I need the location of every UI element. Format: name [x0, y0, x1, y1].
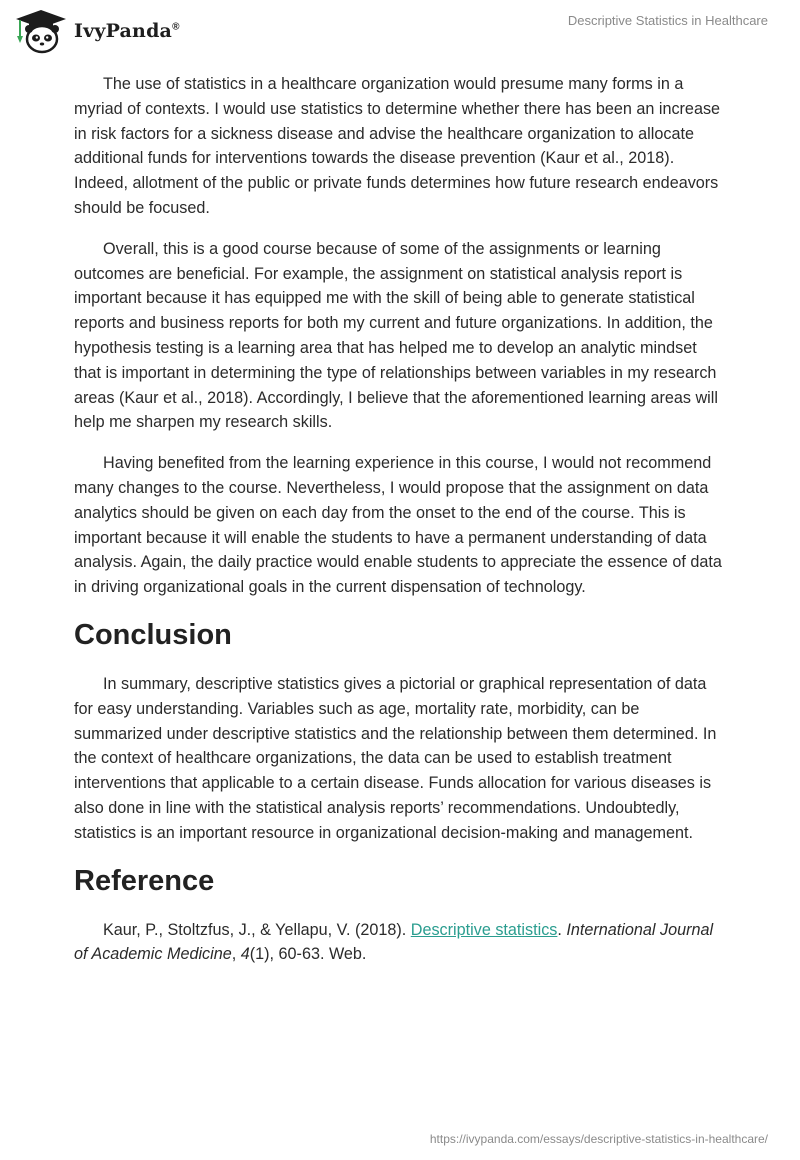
reference-authors: Kaur, P., Stoltzfus, J., & Yellapu, V. (2018).	[103, 920, 411, 939]
reference-separator: ,	[231, 945, 241, 964]
body-paragraph-3: Having benefited from the learning experience in this course, I would not recommend many changes to the course. Nevertheless, I would propose that the assignment on data analytics should be given on each day from the onset to the end of the course. This is important because it will enable the students to have a permanent understanding of data analysis. Again, the daily practice would enable students to appreciate the essence of data in driving organizational goals in the current dispensation of technology.	[74, 454, 722, 597]
brand-name: IvyPanda®	[74, 20, 180, 42]
page-header	[0, 0, 800, 60]
reference-volume: 4	[240, 945, 250, 964]
reference-journal: International Journal of Academic Medicine	[74, 920, 714, 964]
reference-after-link: .	[557, 920, 567, 939]
body-paragraph-2: Overall, this is a good course because of some of the assignments or learning outcomes are beneficial. For example, the assignment on statistical analysis report is important because it has equipped me with the skill of being able to generate statistical reports and business reports for both my current and future organizations. In addition, the hypothesis testing is a learning area that has helped me to develop an analytic mindset that is important in determining the type of relationships between variables in my research areas (Kaur et al., 2018). Accordingly, I believe that the aforementioned learning areas will help me sharpen my research skills.	[74, 239, 718, 432]
conclusion-heading: Conclusion	[74, 618, 232, 651]
panda-graduate-icon	[14, 8, 68, 54]
reference-link[interactable]: Descriptive statistics	[410, 920, 558, 939]
reference-rest: (1), 60-63. Web.	[249, 945, 367, 964]
footer-url[interactable]: https://ivypanda.com/essays/descriptive-statistics-in-healthcare/	[429, 1132, 768, 1146]
reference-entry	[74, 918, 724, 968]
document-title: Descriptive Statistics in Healthcare	[567, 13, 768, 28]
ivypanda-logo[interactable]	[14, 8, 180, 54]
conclusion-paragraph: In summary, descriptive statistics gives a pictorial or graphical representation of data for easy understanding. Variables such as age, mortality rate, morbidity, can be summarized under descriptive statistics and the relationship between them determined. In the context of healthcare organizations, the data can be used to establish treatment interventions that applicable to a certain disease. Funds allocation for various diseases is also done in line with the statistical analysis reports’ recommendations. Undoubtedly, statistics is an important resource in organizational decision-making and management.	[74, 674, 717, 842]
essay-content	[74, 72, 724, 983]
reference-heading: Reference	[74, 864, 215, 897]
body-paragraph-1: The use of statistics in a healthcare organization would presume many forms in a myriad of contexts. I would use statistics to determine whether there has been an increase in risk factors for a sickness disease and advise the healthcare organization to allocate additional funds for interventions towards the disease prevention (Kaur et al., 2018). Indeed, allotment of the public or private funds determines how future research endeavors should be focused.	[74, 75, 721, 217]
